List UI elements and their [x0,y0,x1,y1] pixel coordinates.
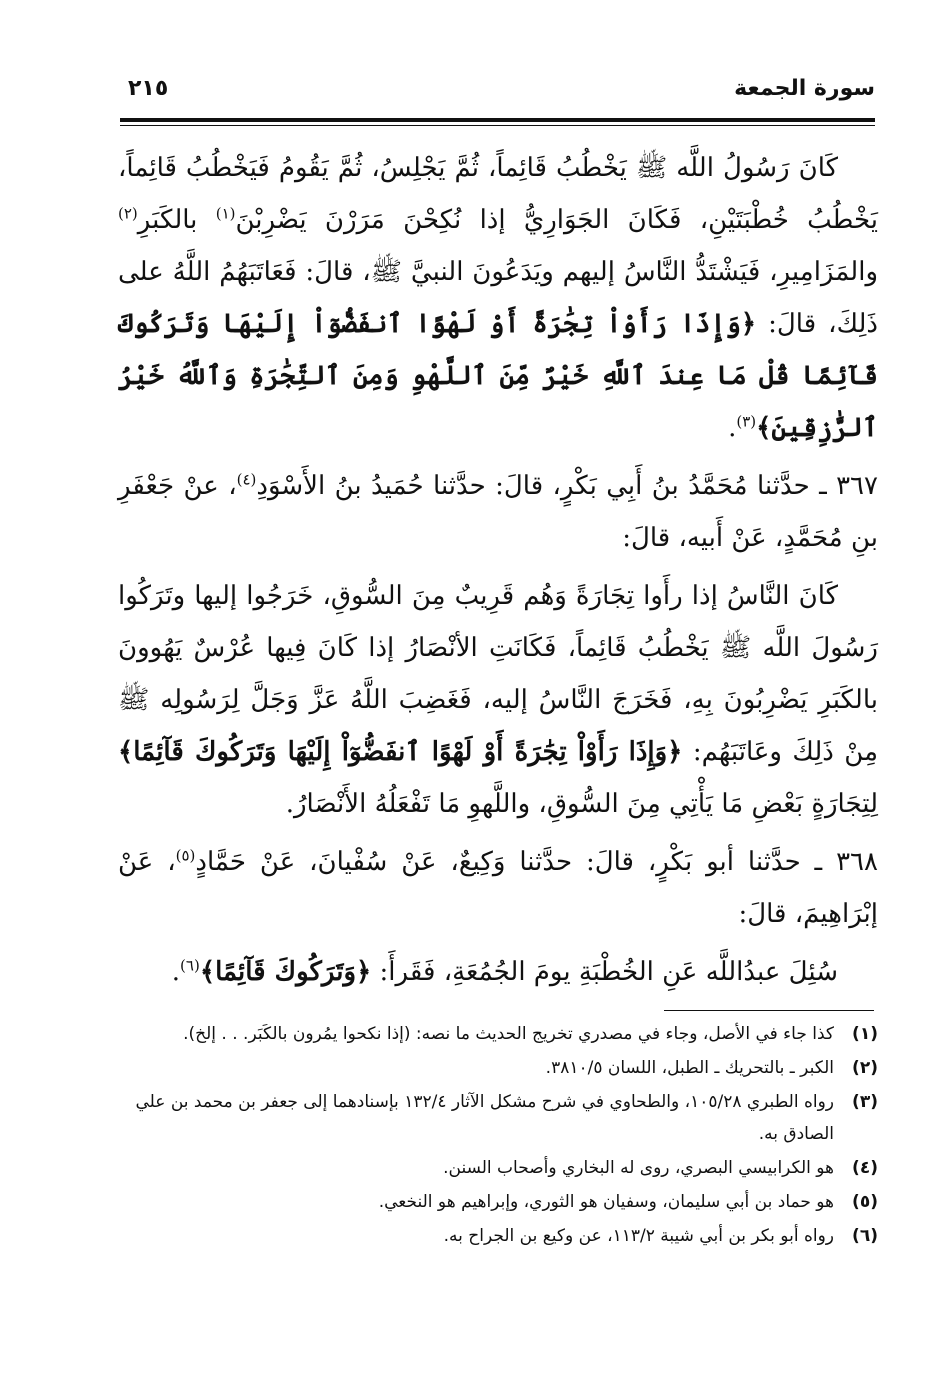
footnote-text: كذا جاء في الأصل، وجاء في مصدري تخريج الحديث ما نصه: (إذا نكحوا يمُرون بالكَبَر. . . إلخ). [183,1024,834,1044]
hadith-368-text-2: ، عَنْ إبْرَاهِيمَ، قالَ: [118,847,878,929]
footnote-ref-1: (١) [215,204,236,223]
footnote-ref-5: (٥) [175,846,196,865]
page-number: ٢١٥ [128,76,169,101]
footnote-number: (٤) [852,1158,878,1178]
paragraph-1-end: . [728,413,737,443]
footnote-ref-6: (٦) [180,956,200,975]
footnote-number: (٦) [852,1226,878,1246]
paragraph-1-text: كَانَ رَسُولُ اللَّه ﷺ يَخْطُبُ قَائِماً، ثُمَّ يَجْلِسُ، ثُمَّ يَقُومُ فَيَخْطُبُ قَائِماً، يَخْطُبُ خُطْبَتَيْنِ، فَكَانَ الجَوَارِيُّ إذا نُكِحْنَ مَرَرْنَ يَضْرِبْنَ [118,153,878,235]
paragraph-3 [118,946,878,998]
hadith-367-text: ٣٦٧ ـ حدَّثنا مُحَمَّدُ بنُ أَبِي بَكْرٍ، قالَ: حدَّثنا حُمَيدُ بنُ الأَسْوَدِ [256,471,878,501]
main-text [118,142,878,1004]
footnote-2 [118,1052,878,1084]
running-title: سورة الجمعة [734,76,875,101]
paragraph-1 [118,142,878,454]
page-header [120,62,875,122]
footnote-text: هو الكرابيسي البصري، روى له البخاري وأصحاب السنن. [443,1158,834,1178]
footnote-text: الكبر ـ بالتحريك ـ الطبل، اللسان ٣٨١٠/٥. [545,1058,834,1078]
footnote-ref-3: (٣) [736,412,757,431]
footnote-5 [118,1186,878,1218]
quran-verse-1: ﴿وَإِذَا رَأَوْاْ تِجَٰرَةً أَوْ لَهْوًا ٱنفَضُّوٓاْ إِلَيْهَا وَتَرَكُوكَ قَآئِمًا قُلْ مَا عِندَ ٱللَّهِ خَيْرٌ مِّنَ ٱللَّهْوِ وَمِنَ ٱلتِّجَٰرَةِ وَٱللَّهُ خَيْرُ ٱلرَّٰزِقِينَ﴾ [118,309,878,443]
hadith-368-chain [118,836,878,940]
footnote-ref-2: (٢) [118,204,138,223]
quran-verse-2: ﴿وَإِذَا رَأَوْاْ تِجَٰرَةً أَوْ لَهْوًا ٱنفَضُّوٓاْ إِلَيْهَا وَتَرَكُوكَ قَآئِمًا﴾ [118,737,683,767]
hadith-368-text: ٣٦٨ ـ حدَّثنا أبو بَكْرٍ، قالَ: حدَّثنا وَكِيعٌ، عَنْ سُفْيانَ، عَنْ حَمَّادٍ [195,847,878,877]
footnote-text: رواه أبو بكر بن أبي شيبة ١١٣/٢، عن وكيع بن الجراح به. [443,1226,834,1246]
paragraph-2-text-2: لِتِجَارَةٍ بَعْضِ مَا يَأْتِي مِنَ السُّوقِ، واللَّهوِ مَا تَفْعَلُهُ الأَنْصَارُ. [285,789,878,819]
hadith-367-chain [118,460,878,564]
hadith-367-text-2: ، عنْ جَعْفَرِ بنِ مُحَمَّدٍ، عَنْ أَبيه، قالَ: [118,471,878,553]
paragraph-1-text-2: بالكَبَرِ [137,205,216,235]
footnote-4 [118,1152,878,1184]
footnote-separator [664,1010,874,1011]
footnote-3 [118,1086,878,1150]
header-rule-thick [120,118,875,122]
footnote-number: (٣) [852,1092,878,1112]
footnote-text: هو حماد بن أبي سليمان، وسفيان هو الثوري، وإبراهيم هو النخعي. [378,1192,834,1212]
paragraph-1-text-3: والمَزَامِيرِ، فَيَشْتَدُّ النَّاسُ إليهم ويَدَعُونَ النبيَّ ﷺ، قالَ: فَعَاتَبَهُمُ اللَّهُ على ذَلِكَ، قالَ: [118,257,878,339]
quran-verse-3: ﴿وَتَرَكُوكَ قَآئِمًا﴾ [199,957,372,987]
footnote-text: رواه الطبري ١٠٥/٢٨، والطحاوي في شرح مشكل الآثار ١٣٢/٤ بإسنادهما إلى جعفر بن محمد بن علي الصادق به. [135,1092,834,1144]
footnote-number: (٥) [852,1192,878,1212]
paragraph-3-end: . [171,957,181,987]
footnote-number: (٢) [852,1058,878,1078]
header-rule-thin [120,125,875,126]
footnote-ref-4: (٤) [236,470,257,489]
footnote-6 [118,1220,878,1252]
footnotes [118,1018,878,1254]
paragraph-3-text: سُئِلَ عبدُاللَّه عَنِ الخُطْبَةِ يومَ الجُمُعَةِ، فَقَرأَ: [371,957,838,987]
footnote-1 [118,1018,878,1050]
paragraph-2 [118,570,878,830]
paragraph-2-text: كَانَ النَّاسُ إذا رأَوا تِجَارَةً وَهُم قَرِيبٌ مِنَ السُّوقِ، خَرَجُوا إليها وتَرَكُوا رَسُولَ اللَّه ﷺ يَخْطُبُ قَائِماً، فَكَانَتِ الأنْصَارُ إذا كَانَ فِيها عُرْسٌ يَهُوونَ بالكَبَرِ يَضْرِبُونَ بِهِ، فَخَرَجَ النَّاسُ إليه، فَغَضِبَ اللَّهُ عَزَّ وَجَلَّ لِرَسُولِه ﷺ مِنْ ذَلِكَ وعَاتَبَهُم: [118,581,879,767]
footnote-number: (١) [852,1024,878,1044]
